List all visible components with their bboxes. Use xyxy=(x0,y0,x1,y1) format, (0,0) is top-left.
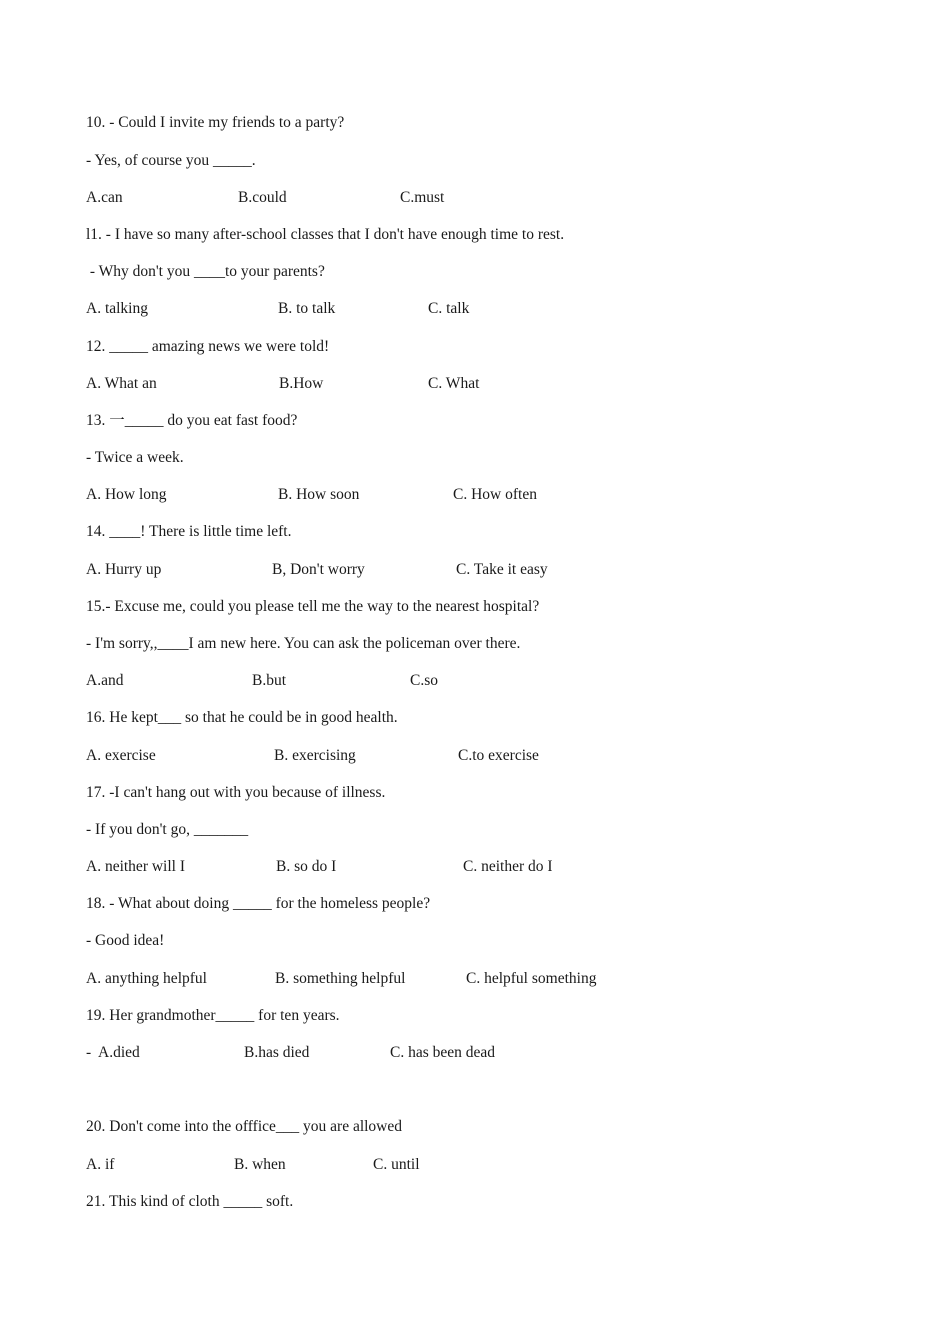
question-15-reply: - I'm sorry,,____I am new here. You can ask the policeman over there. xyxy=(86,635,521,652)
option-b: B. to talk xyxy=(278,300,336,317)
option-a: A. anything helpful xyxy=(86,970,207,987)
option-c: C. until xyxy=(373,1156,420,1173)
question-18-options xyxy=(0,969,950,989)
option-b: B, Don't worry xyxy=(272,561,365,578)
option-b: B. when xyxy=(234,1156,286,1173)
option-a: A. Hurry up xyxy=(86,561,162,578)
option-a: A. How long xyxy=(86,486,167,503)
option-b: B.but xyxy=(252,672,287,689)
question-10-reply: - Yes, of course you _____. xyxy=(86,152,256,169)
option-b: B. something helpful xyxy=(275,970,406,987)
option-b: B.How xyxy=(279,375,324,392)
option-b: B. How soon xyxy=(278,486,360,503)
question-10-options xyxy=(0,188,950,208)
question-13-stem: 13. 一_____ do you eat fast food? xyxy=(86,412,298,429)
question-17-options xyxy=(0,857,950,877)
option-c: C.to exercise xyxy=(458,747,539,764)
option-a: - A.died xyxy=(86,1044,140,1061)
option-c: C. Take it easy xyxy=(456,561,548,578)
question-20-options xyxy=(0,1155,950,1175)
question-11-reply: - Why don't you ____to your parents? xyxy=(86,263,325,280)
option-a: A. exercise xyxy=(86,747,156,764)
question-14-options xyxy=(0,560,950,580)
option-c: C. has been dead xyxy=(390,1044,496,1061)
option-c: C. helpful something xyxy=(466,970,597,987)
question-18-stem: 18. - What about doing _____ for the homeless people? xyxy=(86,895,431,912)
question-15-options xyxy=(0,671,950,691)
question-19-stem: 19. Her grandmother_____ for ten years. xyxy=(86,1007,340,1024)
question-15-stem: 15.- Excuse me, could you please tell me the way to the nearest hospital? xyxy=(86,598,540,615)
option-a: A.can xyxy=(86,189,123,206)
question-13-reply: - Twice a week. xyxy=(86,449,184,466)
option-a: A. talking xyxy=(86,300,148,317)
option-b: B. so do I xyxy=(276,858,337,875)
question-11-stem: l1. - I have so many after-school classes that I don't have enough time to rest. xyxy=(86,226,565,243)
question-20-stem: 20. Don't come into the offfice___ you are allowed xyxy=(86,1118,403,1135)
question-17-stem: 17. -I can't hang out with you because of illness. xyxy=(86,784,386,801)
option-b: B. exercising xyxy=(274,747,356,764)
option-a: A. if xyxy=(86,1156,115,1173)
option-c: C.must xyxy=(400,189,445,206)
question-11-options xyxy=(0,299,950,319)
option-b: B.has died xyxy=(244,1044,310,1061)
option-c: C. How often xyxy=(453,486,537,503)
question-17-reply: - If you don't go, _______ xyxy=(86,821,249,838)
question-16-options xyxy=(0,746,950,766)
question-10-stem: 10. - Could I invite my friends to a party? xyxy=(86,114,345,131)
question-19-options xyxy=(0,1043,950,1063)
question-18-reply: - Good idea! xyxy=(86,932,165,949)
question-14-stem: 14. ____! There is little time left. xyxy=(86,523,292,540)
option-c: C. neither do I xyxy=(463,858,553,875)
option-a: A. neither will I xyxy=(86,858,186,875)
question-16-stem: 16. He kept___ so that he could be in good health. xyxy=(86,709,398,726)
option-b: B.could xyxy=(238,189,287,206)
question-12-stem: 12. _____ amazing news we were told! xyxy=(86,338,330,355)
option-c: C. talk xyxy=(428,300,470,317)
option-c: C. What xyxy=(428,375,480,392)
option-a: A. What an xyxy=(86,375,157,392)
option-a: A.and xyxy=(86,672,124,689)
question-21-stem: 21. This kind of cloth _____ soft. xyxy=(86,1193,294,1210)
question-12-options xyxy=(0,374,950,394)
option-c: C.so xyxy=(410,672,438,689)
question-13-options xyxy=(0,485,950,505)
